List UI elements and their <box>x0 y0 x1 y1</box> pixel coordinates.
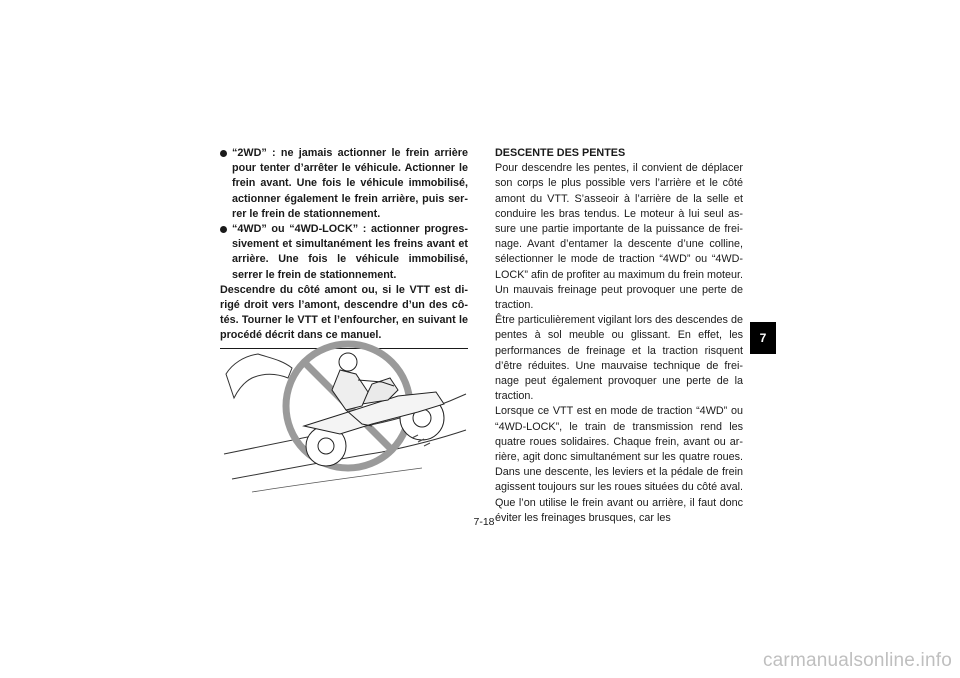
body-paragraph: Pour descendre les pentes, il convient de déplacer son corps le plus possible vers l’arrière et le côté amont du VTT. S’asseoir à l’arrière de la selle et conduire les bras tendus. Le moteur à lui seul assure une partie importante de la puissance de freinage. Avant d’entamer la descente d’une colline, sélectionner le mode de traction “4WD” ou “4WD-LOCK” afin de profiter au maximum du frein moteur. Un mauvais freinage peut provoquer une perte de traction. <box>495 162 743 312</box>
section-title: DESCENTE DES PENTES <box>495 147 626 159</box>
bullet-item-4wd <box>220 222 468 283</box>
body-paragraph: Être particulièrement vigilant lors des descendes de pentes à sol meuble ou glissant. En effet, les performances de freinage et la traction risquent d’être réduites. Une mauvaise technique de freinage peut également provoquer une perte de la traction. <box>495 314 743 403</box>
bullet-text: “2WD” : ne jamais actionner le frein arrière pour tenter d’arrêter le véhicule. Actionner le frein avant. Une fois le véhicule immobilisé, actionner également le frein arrière, puis serrer le frein de stationnement. <box>232 147 468 220</box>
bullet-icon <box>220 226 227 233</box>
bullet-item-2wd <box>220 146 468 222</box>
bullet-icon <box>220 150 227 157</box>
body-paragraph: Lorsque ce VTT est en mode de traction “4WD” ou “4WD-LOCK”, le train de transmission rend les quatre roues solidaires. Chaque frein, avant ou arrière, agit donc simultanément sur les quatre roues. Dans une descente, les leviers et la pédale de frein agissent toujours sur les roues situées du côté aval. Que l’on utilise le frein avant ou arrière, il faut donc éviter les freinages brusques, car les <box>495 405 743 524</box>
page-number: 7-18 <box>473 516 495 528</box>
warning-paragraph: Descendre du côté amont ou, si le VTT est dirigé droit vers l’amont, descendre d’un des côtés. Tourner le VTT et l’enfourcher, en suivant le procédé décrit dans ce manuel. <box>220 283 468 349</box>
atv-drawing <box>304 353 444 466</box>
atv-downhill-prohibited-illustration <box>222 334 468 494</box>
chapter-tab: 7 <box>750 322 776 354</box>
right-column <box>495 146 743 526</box>
left-column <box>220 146 468 349</box>
bullet-text: “4WD” ou “4WD-LOCK” : actionner progressivement et simultanément les freins avant et arrière. Une fois le véhicule immobilisé, serrer le frein de stationnement. <box>232 223 468 281</box>
watermark: carmanualsonline.info <box>762 650 952 671</box>
